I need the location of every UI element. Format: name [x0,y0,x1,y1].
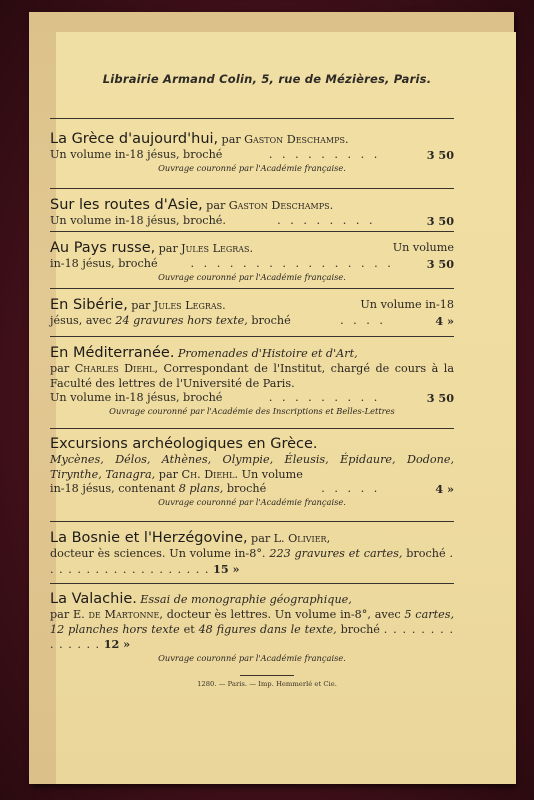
divider [50,118,454,119]
entry-price: 3 50 [426,214,454,228]
short-divider [240,675,294,676]
entry-price: 3 50 [426,257,454,271]
entry-title: Excursions archéologiques en Grèce. [50,436,318,452]
entry-note: Ouvrage couronné par l'Académie française. [158,271,346,282]
entry-price: 4 » [435,314,454,328]
entry-author: Jules Legras. [181,242,254,255]
entry-author: Gaston Deschamps. [244,133,349,146]
divider [50,336,454,337]
publisher-line: Librairie Armand Colin, 5, rue de Mézières, Paris. [102,72,432,86]
catalog-entry: Au Pays russe, par Jules Legras. Un volume in-18 jésus, broché . . . . . . . . . . . . . . . . 3 50 Ouvrage couronné par l'Académie française. [50,240,454,282]
entry-price: 12 » [103,637,131,652]
catalog-entry: La Bosnie et l'Herzégovine, par L. Olivier, docteur ès sciences. Un volume in-8°. 223 gravures et cartes, broché . . . . . . . . . . . . . . . . . . . 15 » [50,530,454,576]
entry-price: 3 50 [426,391,454,406]
entry-title: En Méditerranée. [50,345,175,361]
entry-note: Ouvrage couronné par l'Académie française. [158,496,346,507]
entry-author: Ch. Diehl. [181,467,239,481]
catalog-entry: Sur les routes d'Asie, par Gaston Deschamps. Un volume in-18 jésus, broché. . . . . . . . . 3 50 [50,197,454,228]
entry-title: Sur les routes d'Asie, [50,197,203,213]
divider [50,428,454,429]
entry-note: Ouvrage couronné par l'Académie française. [158,162,346,173]
catalog-entry: La Grèce d'aujourd'hui, par Gaston Deschamps. Un volume in-18 jésus, broché . . . . . . . . . 3 50 Ouvrage couronné par l'Académie française. [50,131,454,173]
entry-subtitle: Promenades d'Histoire et d'Art, [177,347,358,360]
entry-note: Ouvrage couronné par l'Académie des Inscriptions et Belles-Lettres [109,405,395,416]
catalog-entry: En Sibérie, par Jules Legras. Un volume in-18 jésus, avec 24 gravures hors texte, broché . . . . 4 » [50,297,454,328]
entry-author: Jules Legras. [153,299,226,312]
printer-imprint: 1280. — Paris. — Imp. Hemmerlé et Cie. [197,680,337,688]
entry-author: L. Olivier, [273,532,331,545]
entry-title: En Sibérie, [50,297,128,313]
entry-title: La Grèce d'aujourd'hui, [50,131,219,147]
divider [50,188,454,189]
entry-author: Charles Diehl, [74,362,159,375]
catalog-entry: La Valachie. Essai de monographie géographique, par E. de Martonne, docteur ès lettres. Un volume in-8°, avec 5 cartes, 12 planches hors texte et 48 figures dans le texte, broché . . . . . . . . . . . . . . 12 » Ouvrage couronné par l'Académie française. [50,591,455,663]
divider [50,521,454,522]
entry-price: 15 » [213,561,240,576]
entry-note: Ouvrage couronné par l'Académie française. [158,652,346,663]
entry-price: 3 50 [426,148,454,162]
entry-price: 4 » [435,482,454,497]
divider [50,231,454,232]
entry-author: Gaston Deschamps. [228,199,334,212]
catalog-entry: En Méditerranée. Promenades d'Histoire et d'Art, par Charles Diehl, Correspondant de l'Institut, chargé de cours à la Faculté des lettres de l'Université de Paris. Un volume in-18 jésus, broché . . . . . . . . . 3 50 Ouvrage couronné par l'Académie des Inscriptions et Belles-Lettres [50,345,455,416]
divider [50,288,454,289]
divider [50,583,454,584]
entry-author: E. de Martonne, [72,608,163,621]
entry-subtitle: Essai de monographie géographique, [140,593,352,606]
entry-title: La Bosnie et l'Herzégovine, [50,530,248,546]
catalog-entry: Excursions archéologiques en Grèce. Mycènes, Délos, Athènes, Olympie, Éleusis, Épidaure, Dodone, Tirynthe, Tanagra, par Ch. Diehl. Un volume in-18 jésus, contenant 8 plans, broché . . . . . 4 » Ouvrage couronné par l'Académie française. [50,436,454,507]
entry-title: La Valachie. [50,591,137,607]
entry-title: Au Pays russe, [50,240,156,256]
